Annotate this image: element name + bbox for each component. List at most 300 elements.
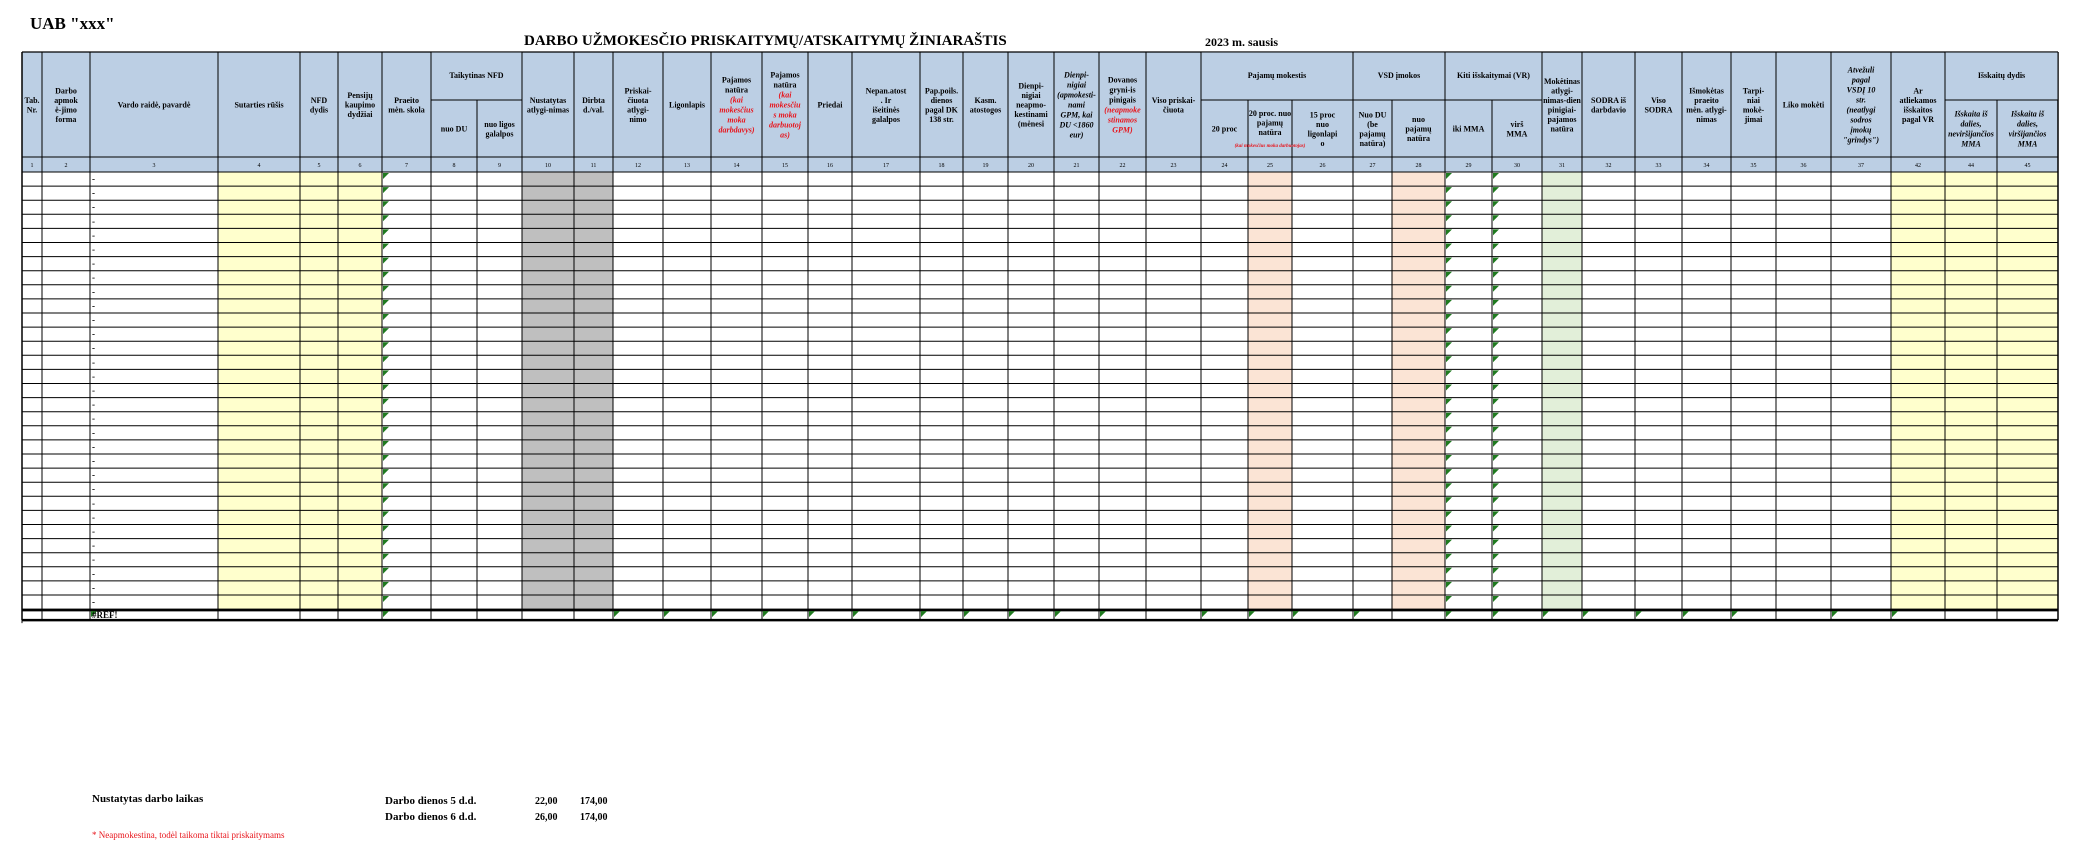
column-fill [338,172,382,609]
header-tab-nr: Tab. [24,95,40,105]
column-number: 44 [1968,163,1974,169]
header-darbo-apmokejimo: apmok [54,95,78,105]
header-tarpiniai: mokė- [1742,105,1765,115]
cell-comment-marker [1493,399,1499,405]
nustatytas-darbo-laikas-label: Nustatytas darbo laikas [92,793,204,805]
cell-comment-marker [1493,258,1499,264]
name-cell-placeholder[interactable]: - [92,554,95,565]
column-fill [1945,172,1997,609]
cell-comment-marker [1446,201,1452,207]
header-nuo-ligos: galalpos [485,129,514,139]
cell-comment-marker [1493,413,1499,419]
header-vsd-natura: natūra [1406,134,1431,143]
header-tarpiniai: Tarpi- [1742,86,1765,96]
header-pm-20-natura: natūra [1258,128,1282,137]
cell-comment-marker [383,356,389,362]
header-atvezuli: Atvežuli [1847,65,1875,75]
cell-comment-marker [1446,399,1452,405]
header-pm-15: ligonlapi [1307,129,1338,139]
column-number: 15 [782,163,788,169]
cell-comment-marker [1446,568,1452,574]
cell-comment-marker [1446,455,1452,461]
header-ismoketas: mėn. atlygi- [1686,105,1727,115]
cell-comment-marker [1446,483,1452,489]
column-fill [522,172,574,609]
cell-comment-marker [383,540,389,546]
header-dovanos: (neapmoke [1104,105,1141,115]
column-number: 12 [635,163,641,169]
header-dienpinigiai-gpm: (apmokesti- [1057,90,1096,100]
name-cell-placeholder[interactable]: - [92,300,95,311]
header-dovanos: stinamos [1107,115,1138,125]
header-nustatytas: atlygi-nimas [526,105,570,115]
cell-comment-marker [383,582,389,588]
header-pm-20: 20 proc [1211,124,1238,134]
cell-comment-marker [1202,611,1208,617]
header-mokestinas: Mokėtinas [1544,76,1580,86]
cell-comment-marker [1493,314,1499,320]
cell-comment-marker [1446,385,1452,391]
column-number: 33 [1655,163,1662,169]
header-dirbta: Dirbta [582,95,605,105]
footer-row-2-hours: 174,00 [580,812,608,823]
column-number: 26 [1319,163,1326,169]
header-pm-20-natura: pajamų [1256,118,1284,128]
header-kasm-atost: atostogos [969,105,1002,115]
column-number: 10 [545,163,551,169]
name-cell-placeholder[interactable]: - [92,526,95,537]
cell-comment-marker [1446,540,1452,546]
header-ar-atliekamos: pagal VR [1901,114,1935,124]
header-vsd-natura: nuo [1412,115,1425,124]
cell-comment-marker [383,554,389,560]
header-pajamos-natura-darbuotojas: s moka [773,110,797,120]
cell-comment-marker [1493,455,1499,461]
name-cell-placeholder[interactable]: - [92,315,95,325]
column-number: 28 [1415,163,1422,169]
cell-comment-marker [1832,611,1838,617]
cell-comment-marker [383,272,389,278]
header-pajamos-natura-darbuotojas: darbuotoj [768,120,802,130]
cell-comment-marker [1493,173,1499,179]
name-cell-placeholder[interactable]: - [92,216,95,227]
cell-comment-marker [383,568,389,574]
name-cell-placeholder[interactable]: - [92,413,95,424]
column-number: 45 [2024,163,2031,169]
header-atvezuli: sodros [1850,115,1872,125]
column-number: 4 [257,163,261,169]
cell-comment-marker [383,596,389,602]
name-cell-placeholder[interactable]: - [92,484,95,495]
cell-comment-marker [383,314,389,320]
header-ar-atliekamos: išskaitos [1903,105,1933,115]
cell-comment-marker [1493,272,1499,278]
cell-comment-marker [1446,582,1452,588]
cell-comment-marker [383,300,389,306]
name-cell-placeholder[interactable]: - [92,371,95,382]
name-cell-placeholder[interactable]: - [92,512,95,523]
cell-comment-marker [1446,511,1452,517]
column-number: 37 [1858,163,1864,169]
header-darbo-apmokejimo: Darbo [55,86,77,96]
cell-comment-marker [383,427,389,433]
cell-comment-marker [1293,611,1299,617]
header-pm-15: 15 proc [1309,110,1336,120]
cell-comment-marker [1446,286,1452,292]
cell-comment-marker [712,611,718,617]
cell-comment-marker [383,497,389,503]
header-isskaita-nevirsijanti: MMA [1961,139,1981,149]
header-taikytinas-nfd: Taikytinas NFD [449,71,504,80]
cell-comment-marker [1493,582,1499,588]
cell-comment-marker [1446,328,1452,334]
header-kasm-atost: Kasm. [974,95,997,105]
cell-comment-marker [1493,215,1499,221]
cell-comment-marker [1543,611,1549,617]
name-cell-placeholder[interactable]: - [92,470,95,481]
cell-comment-marker [1892,611,1898,617]
header-mokestinas: pinigiai- [1547,105,1577,115]
header-atvezuli: str. [1855,95,1867,105]
header-pajamos-natura-darbuotojas: as) [780,130,790,140]
footer-row-2-days: 26,00 [535,812,558,823]
cell-comment-marker [763,611,769,617]
column-number: 1 [30,163,34,169]
header-isskaitu-dydis: Išskaitų dydis [1977,71,2026,80]
cell-comment-marker [1446,187,1452,193]
header-ismoketas: Išmokėtas [1689,86,1724,96]
header-tab-nr: Nr. [26,105,38,115]
cell-comment-marker [383,370,389,376]
cell-comment-marker [1446,554,1452,560]
header-darbo-apmokejimo: ė-jimo [55,105,77,115]
header-mokestinas: atlygi- [1551,86,1573,96]
header-dovanos: Dovanos [1107,75,1138,85]
header-darbo-apmokejimo: forma [55,114,77,124]
header-ar-atliekamos: Ar [1913,86,1923,96]
cell-comment-marker [1493,385,1499,391]
header-pensiju: Pensijų [347,91,373,100]
cell-comment-marker [383,483,389,489]
header-nfd-dydis: NFD [310,95,328,105]
header-dienpinigiai-gpm: nami [1068,100,1085,110]
cell-comment-marker [383,342,389,348]
period-label: 2023 m. sausis [1205,35,1279,49]
header-pm-15: nuo [1316,119,1329,129]
header-virs-mma: MMA [1506,129,1528,139]
cell-comment-marker [1446,229,1452,235]
header-isskaita-nevirsijanti: neviršijančios [1948,129,1994,139]
cell-comment-marker [1493,526,1499,532]
cell-comment-marker [383,286,389,292]
header-isskaita-nevirsijanti: Išskaita iš [1954,109,1988,119]
column-number: 23 [1170,163,1177,169]
header-dovanos: gryni-is [1109,85,1136,95]
header-praeito-skola: Praeito [394,95,419,105]
header-ar-atliekamos: atliekamos [1899,95,1937,105]
cell-comment-marker [1446,173,1452,179]
column-number: 36 [1800,163,1807,169]
column-number: 13 [684,163,690,169]
header-vsd-du: Nuo DU [1358,110,1387,120]
header-priskaiciuota: čiuota [627,95,649,105]
name-cell-placeholder[interactable]: - [92,582,95,593]
header-viso-sodra: SODRA [1644,105,1673,115]
cell-comment-marker [1100,611,1106,617]
header-pm-20-natura-note: (kai mokesčius moka darbuotojas) [1234,144,1306,149]
name-cell-placeholder[interactable]: - [92,540,95,551]
document-title: DARBO UŽMOKESČIO PRISKAITYMŲ/ATSKAITYMŲ ŽINIARAŠTIS [524,33,1007,49]
header-dirbta: d./val. [583,105,604,115]
cell-comment-marker [1493,370,1499,376]
cell-comment-marker [1446,370,1452,376]
cell-comment-marker [809,611,815,617]
header-sodra-darbdavio: darbdavio [1590,105,1627,115]
name-cell-placeholder[interactable]: - [92,456,95,466]
cell-comment-marker [1493,469,1499,475]
column-number: 31 [1559,163,1565,169]
cell-comment-marker [1446,258,1452,264]
header-tarpiniai: niai [1747,95,1760,105]
cell-comment-marker [383,526,389,532]
name-cell-placeholder[interactable]: - [92,329,95,340]
column-fill [1392,172,1445,609]
cell-comment-marker [1446,244,1452,250]
header-pajamos-natura-darbdavys: mokesčius [719,105,754,115]
cell-comment-marker [383,201,389,207]
column-number: 42 [1915,163,1921,169]
header-pm-15: o [1320,138,1325,148]
total-ref-error[interactable]: #REF! [92,610,118,621]
cell-comment-marker [1446,596,1452,602]
header-iki-mma: iki MMA [1452,124,1485,134]
name-cell-placeholder[interactable]: - [92,385,95,396]
cell-comment-marker [1446,300,1452,306]
header-viso-sodra: Viso [1651,95,1666,105]
column-number: 11 [590,163,597,169]
cell-comment-marker [383,413,389,419]
header-sutarties-rusis: Sutarties rūšis [234,100,284,110]
name-cell-placeholder[interactable]: - [92,357,95,368]
header-vsd-du: (be [1367,119,1378,129]
cell-comment-marker [383,455,389,461]
header-nuo-du: nuo DU [440,124,468,134]
column-number: 17 [883,163,889,169]
header-pap-poils: dienos [930,95,953,105]
cell-comment-marker [383,511,389,517]
name-cell-placeholder[interactable]: - [92,597,95,607]
cell-comment-marker [1493,244,1499,250]
header-vsd-natura: pajamų [1405,124,1432,134]
header-dovanos: pinigais [1109,95,1136,105]
cell-comment-marker [1493,497,1499,503]
cell-comment-marker [1683,611,1689,617]
cell-comment-marker [1493,596,1499,602]
header-ismoketas: nimas [1696,114,1717,124]
header-pajamos-natura-darbuotojas: (kai [778,90,792,100]
cell-comment-marker [1493,286,1499,292]
column-fill [1542,172,1582,609]
cell-comment-marker [1055,611,1061,617]
column-number: 22 [1119,163,1126,169]
footer-row-1-label: Darbo dienos 5 d.d. [385,795,477,807]
cell-comment-marker [921,611,927,617]
column-number: 9 [498,163,501,169]
cell-comment-marker [1446,427,1452,433]
column-number: 32 [1605,163,1612,169]
header-virs-mma: virš [1510,119,1524,129]
cell-comment-marker [1446,611,1452,617]
header-pap-poils: pagal DK [925,105,958,115]
header-nepan-atost: . Ir [880,95,892,105]
header-atvezuli: pagal [1851,75,1871,85]
cell-comment-marker [383,229,389,235]
header-pm-20-natura: 20 proc. nuo [1248,109,1292,118]
header-dienpinigiai-men: kestinami [1014,110,1048,119]
header-dienpinigiai-men: neapmo- [1016,100,1046,110]
header-nepan-atost: Nepan.atost [865,86,907,96]
column-number: 8 [452,163,456,169]
cell-comment-marker [1732,611,1738,617]
header-priskaiciuota: Priskai- [624,86,652,96]
column-number: 34 [1703,163,1710,169]
column-number: 25 [1267,163,1273,169]
header-atvezuli: įmokų [1850,125,1872,135]
cell-comment-marker [1493,554,1499,560]
cell-comment-marker [1493,342,1499,348]
cell-comment-marker [1446,314,1452,320]
cell-comment-marker [1446,342,1452,348]
column-number: 5 [317,163,321,169]
cell-comment-marker [1446,441,1452,447]
column-number: 21 [1073,163,1080,169]
cell-comment-marker [1446,413,1452,419]
column-fill [1248,172,1292,609]
header-pensiju: dydžiai [347,110,373,119]
cell-comment-marker [1446,356,1452,362]
column-number: 14 [733,163,740,169]
column-fill [574,172,613,609]
column-number: 7 [405,163,408,169]
header-kiti-isskaitymai: Kiti išskaitymai (VR) [1457,71,1530,80]
name-cell-placeholder[interactable]: - [92,174,95,184]
cell-comment-marker [1446,469,1452,475]
company-name: UAB "xxx" [30,14,115,33]
header-nustatytas: Nustatytas [529,95,567,105]
header-liko-moketi: Liko mokėti [1782,100,1825,110]
name-cell-placeholder[interactable]: - [92,498,95,509]
cell-comment-marker [1493,540,1499,546]
header-mokestinas: natūra [1550,124,1574,134]
header-pajamos-natura-darbdavys: (kai [730,95,743,105]
header-sodra-darbdavio: SODRA iš [1591,95,1626,105]
cell-comment-marker [1493,511,1499,517]
header-priskaiciuota: atlygi- [627,105,649,115]
cell-comment-marker [1446,526,1452,532]
name-cell-placeholder[interactable]: - [92,258,95,269]
column-fill [218,172,300,609]
header-priskaiciuota: nimo [629,114,647,124]
footer-row-2-label: Darbo dienos 6 d.d. [385,811,477,823]
cell-comment-marker [1636,611,1642,617]
name-cell-placeholder[interactable]: - [92,202,95,213]
name-cell-placeholder[interactable]: - [92,272,95,283]
cell-comment-marker [1493,328,1499,334]
cell-comment-marker [383,173,389,179]
header-mokestinas: nimas-dien [1543,95,1581,105]
name-cell-placeholder[interactable]: - [92,230,95,241]
header-tarpiniai: jimai [1744,114,1763,124]
cell-comment-marker [383,441,389,447]
name-cell-placeholder[interactable]: - [92,441,95,452]
header-pap-poils: 138 str. [929,114,954,124]
cell-comment-marker [964,611,970,617]
cell-comment-marker [1249,611,1255,617]
name-cell-placeholder[interactable]: - [92,244,95,255]
header-dienpinigiai-gpm: Dienpi- [1064,70,1089,80]
cell-comment-marker [1493,187,1499,193]
header-viso-priskaiciuota: Viso priskai- [1151,95,1196,105]
name-cell-placeholder[interactable]: - [92,427,95,438]
name-cell-placeholder[interactable]: - [92,399,95,410]
header-atvezuli: (neatlygi [1846,105,1876,115]
name-cell-placeholder[interactable]: - [92,188,95,199]
header-ligonlapis: Ligonlapis [668,100,706,110]
header-dovanos: GPM) [1112,125,1133,135]
header-isskaita-virsijanti: viršijančios [2008,129,2047,139]
header-dienpinigiai-gpm: nigiai [1066,80,1087,90]
header-viso-priskaiciuota: čiuota [1163,105,1184,115]
column-fill [300,172,338,609]
cell-comment-marker [383,611,389,617]
header-vsd-imokos: VSD įmokos [1377,71,1421,80]
footer-row-1-hours: 174,00 [580,796,608,807]
header-nuo-ligos: nuo ligos [484,119,515,129]
cell-comment-marker [1493,356,1499,362]
header-atvezuli: VSDĮ 10 [1846,85,1876,95]
name-cell-placeholder[interactable]: - [92,343,95,354]
cell-comment-marker [1354,611,1360,617]
cell-comment-marker [1493,201,1499,207]
column-number: 16 [827,163,833,169]
cell-comment-marker [664,611,670,617]
header-isskaita-virsijanti: MMA [2017,139,2038,149]
header-dienpinigiai-gpm: DU <1860 [1059,120,1094,130]
cell-comment-marker [383,215,389,221]
cell-comment-marker [383,187,389,193]
column-number: 29 [1465,163,1472,169]
cell-comment-marker [383,385,389,391]
name-cell-placeholder[interactable]: - [92,286,95,297]
header-mokestinas: pajamos [1547,114,1577,124]
header-dienpinigiai-men: Dienpi- [1018,81,1044,91]
cell-comment-marker [383,244,389,250]
column-fill [1891,172,1945,609]
header-priedai: Priedai [817,100,843,110]
column-number: 18 [938,163,945,169]
header-isskaita-nevirsijanti: dalies, [1960,119,1982,129]
cell-comment-marker [1493,483,1499,489]
column-number: 2 [64,163,68,169]
header-pajamos-natura-darbdavys: moka [727,115,746,125]
header-pajamos-natura-darbuotojas: Pajamos [770,70,800,80]
name-cell-placeholder[interactable]: - [92,568,95,579]
cell-comment-marker [383,328,389,334]
cell-comment-marker [1009,611,1015,617]
column-number: 19 [982,163,989,169]
cell-comment-marker [1493,441,1499,447]
cell-comment-marker [1493,427,1499,433]
